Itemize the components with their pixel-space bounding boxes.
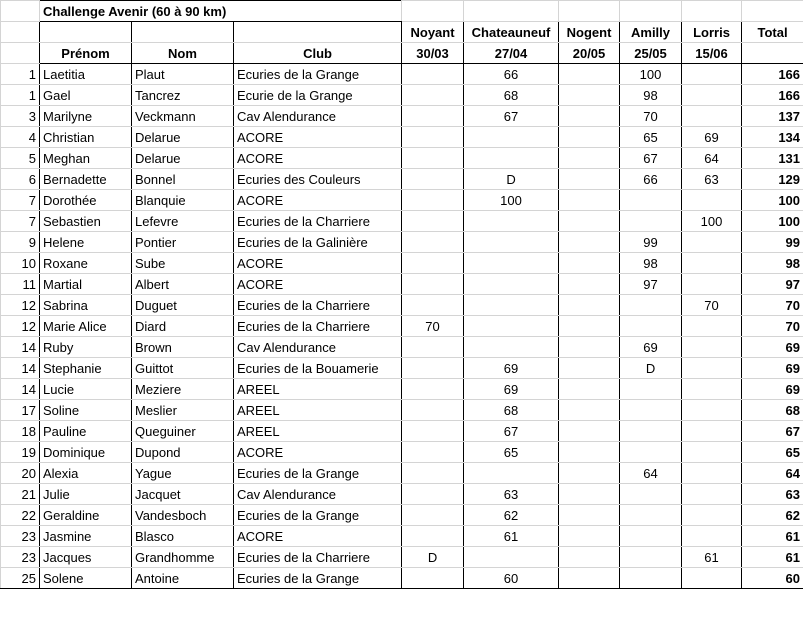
score-cell [620,316,682,337]
total-cell: 98 [742,253,803,274]
prenom-cell: Solene [40,568,132,589]
total-cell: 97 [742,274,803,295]
rank-cell: 19 [1,442,40,463]
score-cell [682,421,742,442]
score-cell: 68 [464,85,559,106]
score-cell [559,295,620,316]
score-cell [464,295,559,316]
header-date-lorris: 15/06 [682,43,742,64]
header-date-amilly: 25/05 [620,43,682,64]
total-cell: 63 [742,484,803,505]
table-row [1,232,803,253]
club-cell: Cav Alendurance [234,337,402,358]
rank-cell: 25 [1,568,40,589]
score-cell [402,85,464,106]
score-cell [464,127,559,148]
score-cell: 64 [682,148,742,169]
score-cell: 65 [464,442,559,463]
score-cell [559,190,620,211]
prenom-cell: Dorothée [40,190,132,211]
prenom-cell: Jacques [40,547,132,568]
score-cell [682,64,742,85]
total-cell: 70 [742,316,803,337]
score-cell [559,547,620,568]
score-cell [559,337,620,358]
score-cell [682,526,742,547]
score-cell: 68 [464,400,559,421]
score-cell [559,232,620,253]
score-cell [620,379,682,400]
rank-cell: 22 [1,505,40,526]
club-cell: AREEL [234,379,402,400]
club-cell: Ecurie de la Grange [234,85,402,106]
score-cell: 100 [620,64,682,85]
score-cell [559,400,620,421]
table-row [1,64,803,85]
score-cell [682,85,742,106]
total-cell: 61 [742,547,803,568]
rank-cell: 14 [1,337,40,358]
prenom-cell: Ruby [40,337,132,358]
table-row [1,337,803,358]
rank-cell: 18 [1,421,40,442]
table-row [1,547,803,568]
header-event-lorris: Lorris [682,22,742,43]
nom-cell: Pontier [132,232,234,253]
score-cell: 70 [402,316,464,337]
total-cell: 166 [742,85,803,106]
club-cell: ACORE [234,148,402,169]
prenom-cell: Laetitia [40,64,132,85]
nom-cell: Plaut [132,64,234,85]
prenom-cell: Julie [40,484,132,505]
score-cell [620,526,682,547]
nom-cell: Meslier [132,400,234,421]
nom-cell: Bonnel [132,169,234,190]
prenom-cell: Christian [40,127,132,148]
table-row [1,442,803,463]
score-cell [559,64,620,85]
prenom-cell: Soline [40,400,132,421]
score-cell [620,400,682,421]
score-cell [402,253,464,274]
prenom-cell: Martial [40,274,132,295]
total-cell: 64 [742,463,803,484]
header-date-nogent: 20/05 [559,43,620,64]
rank-cell: 4 [1,127,40,148]
prenom-cell: Geraldine [40,505,132,526]
club-cell: Ecuries de la Grange [234,463,402,484]
rank-cell: 12 [1,295,40,316]
rank-cell: 1 [1,64,40,85]
score-cell [402,400,464,421]
score-cell [464,463,559,484]
score-cell [402,148,464,169]
nom-cell: Delarue [132,148,234,169]
score-cell [402,421,464,442]
table-row [1,484,803,505]
score-cell [559,274,620,295]
score-cell [559,127,620,148]
club-cell: Ecuries de la Charriere [234,211,402,232]
rank-cell: 5 [1,148,40,169]
score-cell [682,316,742,337]
score-cell [559,106,620,127]
score-cell [682,358,742,379]
nom-cell: Delarue [132,127,234,148]
header-date-chateauneuf: 27/04 [464,43,559,64]
club-cell: ACORE [234,526,402,547]
score-cell [402,295,464,316]
score-cell [402,568,464,589]
score-cell: D [620,358,682,379]
score-cell [402,379,464,400]
score-cell [402,337,464,358]
total-cell: 61 [742,526,803,547]
score-cell: 66 [464,64,559,85]
table-row [1,358,803,379]
prenom-cell: Meghan [40,148,132,169]
prenom-cell: Sabrina [40,295,132,316]
score-cell [559,526,620,547]
table-row [1,421,803,442]
nom-cell: Jacquet [132,484,234,505]
table-row [1,85,803,106]
score-cell [402,484,464,505]
score-cell [682,484,742,505]
club-cell: Ecuries de la Charriere [234,547,402,568]
score-cell [620,190,682,211]
rank-cell: 11 [1,274,40,295]
score-cell [620,421,682,442]
nom-cell: Sube [132,253,234,274]
score-cell [402,463,464,484]
prenom-cell: Dominique [40,442,132,463]
table-row [1,295,803,316]
rank-cell: 3 [1,106,40,127]
corner-cell [1,1,40,22]
score-cell [682,505,742,526]
prenom-cell: Gael [40,85,132,106]
score-cell [682,568,742,589]
header-club: Club [234,43,402,64]
table-row [1,379,803,400]
nom-cell: Vandesboch [132,505,234,526]
score-cell: 69 [464,358,559,379]
score-cell [682,400,742,421]
nom-cell: Guittot [132,358,234,379]
rank-cell: 7 [1,211,40,232]
score-cell [620,505,682,526]
rank-cell: 10 [1,253,40,274]
total-cell: 69 [742,358,803,379]
score-cell [682,337,742,358]
club-cell: ACORE [234,127,402,148]
table-row [1,568,803,589]
club-cell: Ecuries de la Galinière [234,232,402,253]
score-cell: 60 [464,568,559,589]
score-cell [559,148,620,169]
rank-cell: 1 [1,85,40,106]
nom-cell: Antoine [132,568,234,589]
total-cell: 70 [742,295,803,316]
score-cell [559,421,620,442]
score-cell [620,568,682,589]
rank-cell: 17 [1,400,40,421]
header-event-noyant: Noyant [402,22,464,43]
score-cell [620,295,682,316]
score-cell: 99 [620,232,682,253]
score-cell [682,379,742,400]
score-cell: 61 [682,547,742,568]
table-row [1,148,803,169]
header-date-noyant: 30/03 [402,43,464,64]
score-cell [559,463,620,484]
score-cell [682,442,742,463]
score-cell: 63 [682,169,742,190]
nom-cell: Diard [132,316,234,337]
prenom-cell: Helene [40,232,132,253]
score-cell [559,358,620,379]
score-cell: 98 [620,85,682,106]
score-cell: 62 [464,505,559,526]
score-cell [464,211,559,232]
total-cell: 100 [742,190,803,211]
score-cell [402,505,464,526]
total-cell: 69 [742,337,803,358]
score-cell: 98 [620,253,682,274]
score-cell [402,274,464,295]
score-cell [464,232,559,253]
rank-cell: 9 [1,232,40,253]
total-cell: 60 [742,568,803,589]
prenom-cell: Alexia [40,463,132,484]
total-cell: 67 [742,421,803,442]
table-row [1,463,803,484]
score-cell: 97 [620,274,682,295]
score-cell [402,526,464,547]
prenom-cell: Lucie [40,379,132,400]
club-cell: ACORE [234,442,402,463]
nom-cell: Dupond [132,442,234,463]
score-cell [464,337,559,358]
score-cell [464,148,559,169]
header-event-chateauneuf: Chateauneuf [464,22,559,43]
rank-cell: 20 [1,463,40,484]
score-cell [559,253,620,274]
nom-cell: Blanquie [132,190,234,211]
header-total: Total [742,22,803,43]
score-cell: 100 [682,211,742,232]
score-cell: D [402,547,464,568]
score-cell [402,358,464,379]
total-cell: 100 [742,211,803,232]
score-cell [402,127,464,148]
total-cell: 129 [742,169,803,190]
rank-cell: 14 [1,358,40,379]
table-row [1,190,803,211]
total-cell: 131 [742,148,803,169]
club-cell: Ecuries des Couleurs [234,169,402,190]
score-cell [620,442,682,463]
score-cell: 64 [620,463,682,484]
score-cell [620,547,682,568]
club-cell: Ecuries de la Charriere [234,316,402,337]
table-row [1,505,803,526]
total-cell: 62 [742,505,803,526]
club-cell: Ecuries de la Grange [234,568,402,589]
club-cell: ACORE [234,274,402,295]
score-cell: 67 [464,421,559,442]
total-cell: 134 [742,127,803,148]
total-cell: 166 [742,64,803,85]
score-cell: 63 [464,484,559,505]
table-row [1,316,803,337]
rank-cell: 6 [1,169,40,190]
score-cell: D [464,169,559,190]
total-cell: 68 [742,400,803,421]
rank-cell: 23 [1,547,40,568]
score-cell [464,316,559,337]
score-cell: 61 [464,526,559,547]
score-cell [559,316,620,337]
table-row [1,253,803,274]
table-row [1,106,803,127]
score-cell [559,442,620,463]
score-cell: 69 [682,127,742,148]
total-cell: 65 [742,442,803,463]
club-cell: AREEL [234,421,402,442]
total-cell: 99 [742,232,803,253]
score-cell [559,379,620,400]
score-cell [682,106,742,127]
score-cell [620,211,682,232]
prenom-cell: Bernadette [40,169,132,190]
score-cell: 70 [682,295,742,316]
score-cell [620,484,682,505]
score-cell [682,463,742,484]
nom-cell: Blasco [132,526,234,547]
score-cell [559,169,620,190]
score-cell: 100 [464,190,559,211]
score-cell [559,505,620,526]
score-cell [559,85,620,106]
rank-cell: 7 [1,190,40,211]
club-cell: Ecuries de la Bouamerie [234,358,402,379]
score-cell: 69 [464,379,559,400]
nom-cell: Queguiner [132,421,234,442]
score-cell [402,106,464,127]
score-cell [464,274,559,295]
header-event-nogent: Nogent [559,22,620,43]
nom-cell: Yague [132,463,234,484]
prenom-cell: Stephanie [40,358,132,379]
table-row [1,127,803,148]
score-cell [682,274,742,295]
score-cell [682,190,742,211]
score-cell: 66 [620,169,682,190]
prenom-cell: Marie Alice [40,316,132,337]
score-cell [402,211,464,232]
nom-cell: Albert [132,274,234,295]
score-cell [559,484,620,505]
rank-cell: 21 [1,484,40,505]
score-cell [464,253,559,274]
nom-cell: Grandhomme [132,547,234,568]
score-cell [559,211,620,232]
header-nom: Nom [132,43,234,64]
club-cell: Ecuries de la Charriere [234,295,402,316]
score-cell [464,547,559,568]
score-cell [559,568,620,589]
score-cell [402,64,464,85]
sheet-title: Challenge Avenir (60 à 90 km) [40,1,402,22]
club-cell: Cav Alendurance [234,106,402,127]
header-event-amilly: Amilly [620,22,682,43]
table-row [1,400,803,421]
nom-cell: Veckmann [132,106,234,127]
prenom-cell: Pauline [40,421,132,442]
score-cell [682,253,742,274]
club-cell: Cav Alendurance [234,484,402,505]
total-cell: 69 [742,379,803,400]
table-row [1,526,803,547]
score-cell [682,232,742,253]
nom-cell: Meziere [132,379,234,400]
club-cell: AREEL [234,400,402,421]
total-cell: 137 [742,106,803,127]
nom-cell: Tancrez [132,85,234,106]
nom-cell: Lefevre [132,211,234,232]
score-cell: 70 [620,106,682,127]
score-cell [402,190,464,211]
score-cell [402,232,464,253]
club-cell: Ecuries de la Grange [234,505,402,526]
nom-cell: Brown [132,337,234,358]
rank-cell: 14 [1,379,40,400]
prenom-cell: Marilyne [40,106,132,127]
prenom-cell: Jasmine [40,526,132,547]
header-prenom: Prénom [40,43,132,64]
table-row [1,211,803,232]
prenom-cell: Sebastien [40,211,132,232]
score-cell: 69 [620,337,682,358]
score-cell [402,442,464,463]
score-cell [402,169,464,190]
score-cell: 67 [464,106,559,127]
club-cell: ACORE [234,190,402,211]
rank-cell: 12 [1,316,40,337]
club-cell: Ecuries de la Grange [234,64,402,85]
nom-cell: Duguet [132,295,234,316]
table-row [1,169,803,190]
club-cell: ACORE [234,253,402,274]
score-cell: 65 [620,127,682,148]
score-cell: 67 [620,148,682,169]
rank-cell: 23 [1,526,40,547]
prenom-cell: Roxane [40,253,132,274]
table-row [1,274,803,295]
